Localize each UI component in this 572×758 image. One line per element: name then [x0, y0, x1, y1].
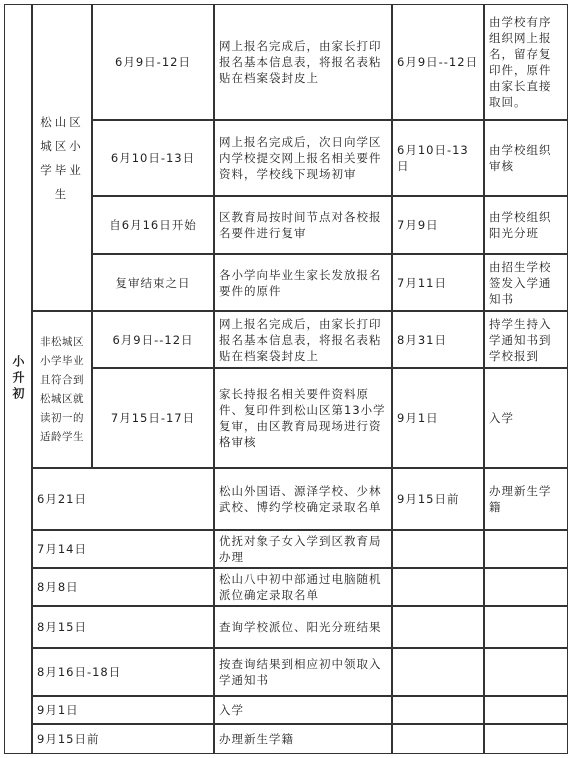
time-text: 6月21日 [37, 492, 87, 506]
time-text: 6月9日-12日 [115, 55, 191, 69]
time-cell [92, 4, 214, 120]
content-cell [214, 254, 392, 311]
time-cell [32, 696, 214, 724]
content-cell [214, 530, 392, 568]
time-text: 8月8日 [37, 580, 79, 594]
time-cell [92, 368, 214, 468]
content-cell [214, 606, 392, 648]
content-cell [214, 648, 392, 696]
content-cell [214, 311, 392, 368]
date2-cell [392, 606, 484, 648]
time-text: 7月14日 [37, 542, 87, 556]
content-cell [214, 120, 392, 196]
time-cell [32, 568, 214, 606]
time-text: 自6月16日开始 [109, 218, 197, 232]
group-cell-g2 [32, 311, 92, 468]
date2-cell [392, 4, 484, 120]
time-cell [92, 196, 214, 254]
time-cell [92, 120, 214, 196]
time-text: 6月10日-13日 [110, 151, 196, 165]
date2-cell [392, 254, 484, 311]
time-cell [92, 254, 214, 311]
content-cell [214, 196, 392, 254]
time-text: 6月9日--12日 [112, 332, 194, 347]
date2-text: 9月1日 [397, 411, 439, 425]
date2-cell [392, 648, 484, 696]
note-cell [484, 4, 568, 120]
time-cell [32, 468, 214, 530]
time-text: 8月15日 [37, 620, 87, 634]
date2-cell [392, 530, 484, 568]
note-cell [484, 254, 568, 311]
content-text: 优抚对象子女入学到区教育局办理 [219, 534, 382, 564]
content-text: 家长持报名相关要件资料原件、复印件到松山区第13小学复审，由区教育局现场进行资格审核 [219, 387, 386, 449]
note-text: 由学校有序组织网上报名，留存复印件，原件由家长直接取回。 [489, 15, 552, 109]
date2-cell [392, 120, 484, 196]
content-cell [214, 568, 392, 606]
stage-label-cell [4, 4, 32, 754]
date2-text: 9月15日前 [397, 492, 460, 506]
time-text: 9月15日前 [37, 732, 100, 746]
note-text: 持学生持入学通知书到学校报到 [489, 316, 552, 363]
date2-text: 8月31日 [397, 332, 447, 347]
time-text: 复审结束之日 [115, 275, 191, 290]
group-cell-g1 [32, 4, 92, 311]
content-text: 办理新生学籍 [219, 732, 294, 746]
date2-cell [392, 311, 484, 368]
date2-text: 7月9日 [397, 218, 439, 232]
note-cell [484, 648, 568, 696]
date2-cell [392, 368, 484, 468]
time-text: 9月1日 [37, 703, 79, 717]
group-label: 非松城区小学毕业且符合到松城区就读初一的适龄学生 [40, 335, 84, 443]
content-text: 松山八中初中部通过电脑随机派位确定录取名单 [219, 572, 382, 602]
note-text: 由学校组织审核 [489, 143, 552, 173]
date2-cell [392, 568, 484, 606]
note-cell [484, 311, 568, 368]
note-cell [484, 530, 568, 568]
date2-text: 6月9日--12日 [397, 55, 479, 69]
content-text: 各小学向毕业生家长发放报名要件的原件 [219, 267, 382, 298]
content-cell [214, 468, 392, 530]
note-text: 由学校组织阳光分班 [489, 210, 552, 240]
time-cell [32, 606, 214, 648]
time-text: 7月15日-17日 [110, 411, 196, 425]
note-text: 由招生学校签发入学通知书 [489, 259, 552, 306]
note-cell [484, 696, 568, 724]
time-cell [92, 311, 214, 368]
content-cell [214, 696, 392, 724]
group-label: 松山区城区小学毕业生 [40, 114, 84, 201]
content-text: 松山外国语、源泽学校、少林武校、博约学校确定录取名单 [219, 484, 382, 514]
note-cell [484, 120, 568, 196]
content-text: 入学 [219, 703, 244, 717]
note-text: 入学 [489, 411, 514, 425]
date2-cell [392, 696, 484, 724]
date2-cell [392, 724, 484, 754]
time-text: 8月16日-18日 [37, 665, 122, 679]
stage-label: 小升初 [11, 355, 25, 403]
content-cell [214, 724, 392, 754]
note-text: 办理新生学籍 [489, 484, 552, 514]
time-cell [32, 724, 214, 754]
note-cell [484, 368, 568, 468]
date2-text: 7月11日 [397, 275, 447, 290]
content-text: 网上报名完成后，由家长打印报名基本信息表，将报名表粘贴在档案袋封皮上 [219, 316, 382, 363]
content-text: 网上报名完成后，次日向学区内学校提交网上报名相关要件资料，学校线下现场初审 [219, 135, 382, 181]
content-text: 查询学校派位、阳光分班结果 [219, 620, 382, 634]
note-cell [484, 568, 568, 606]
note-cell [484, 724, 568, 754]
content-text: 按查询结果到相应初中领取入学通知书 [219, 657, 382, 687]
content-cell [214, 368, 392, 468]
time-cell [32, 530, 214, 568]
content-cell [214, 4, 392, 120]
date2-cell [392, 196, 484, 254]
content-text: 区教育局按时间节点对各校报名要件进行复审 [219, 210, 382, 240]
date2-text: 6月10日-13日 [397, 143, 469, 173]
note-cell [484, 196, 568, 254]
time-cell [32, 648, 214, 696]
note-cell [484, 468, 568, 530]
note-cell [484, 606, 568, 648]
date2-cell [392, 468, 484, 530]
content-text: 网上报名完成后，由家长打印报名基本信息表，将报名表粘贴在档案袋封皮上 [219, 39, 382, 85]
